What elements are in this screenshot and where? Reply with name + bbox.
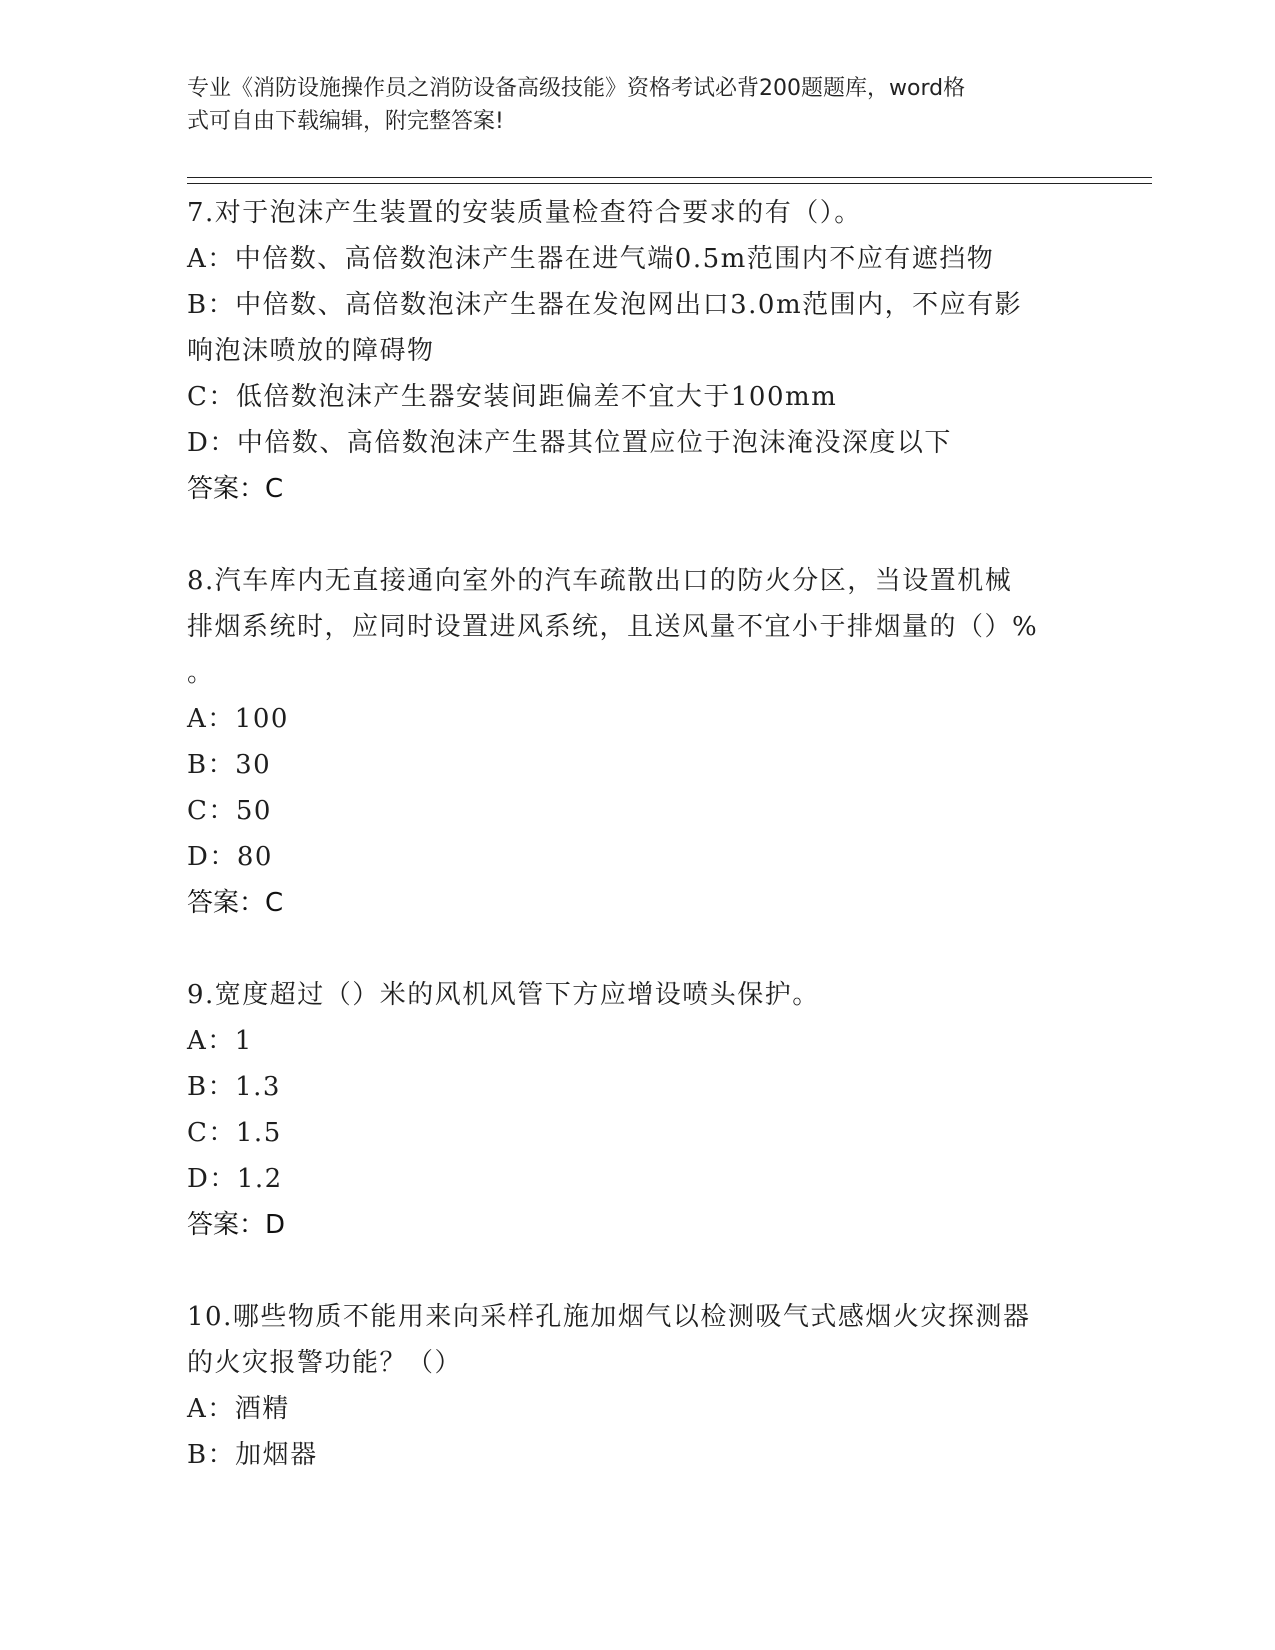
option-line: A：1 <box>187 1026 253 1056</box>
header-divider-top <box>187 177 1152 178</box>
question-block <box>187 558 1087 926</box>
option-line: D：中倍数、高倍数泡沫产生器其位置应位于泡沫淹没深度以下 <box>187 428 952 458</box>
option-line: A：酒精 <box>187 1394 290 1424</box>
question-stem-line: 。 <box>187 658 215 688</box>
question-stem-line: 7.对于泡沫产生装置的安装质量检查符合要求的有（）。 <box>187 198 862 228</box>
option-line: D：80 <box>187 842 273 872</box>
question-stem-line: 10.哪些物质不能用来向采样孔施加烟气以检测吸气式感烟火灾探测器 <box>187 1302 1031 1332</box>
option-line: D：1.2 <box>187 1164 283 1194</box>
question-block <box>187 190 1087 512</box>
option-line: A：中倍数、高倍数泡沫产生器在进气端0.5m范围内不应有遮挡物 <box>187 244 995 274</box>
header-divider-bottom <box>187 183 1152 184</box>
option-line: C：低倍数泡沫产生器安装间距偏差不宜大于100mm <box>187 382 838 412</box>
answer-line: 答案：C <box>187 888 284 918</box>
question-list <box>187 190 1087 1478</box>
option-line: B：加烟器 <box>187 1440 318 1470</box>
option-line: 响泡沫喷放的障碍物 <box>187 336 435 366</box>
question-block <box>187 972 1087 1248</box>
question-block <box>187 1294 1087 1478</box>
option-line: B：30 <box>187 750 272 780</box>
question-stem-line: 9.宽度超过（）米的风机风管下方应增设喷头保护。 <box>187 980 820 1010</box>
option-line: B：中倍数、高倍数泡沫产生器在发泡网出口3.0m范围内，不应有影 <box>187 290 1023 320</box>
question-stem-line: 的火灾报警功能？（） <box>187 1348 463 1378</box>
option-line: C：1.5 <box>187 1118 282 1148</box>
option-line: C：50 <box>187 796 272 826</box>
document-header <box>187 72 1087 138</box>
header-line-1: 专业《消防设施操作员之消防设备高级技能》资格考试必背200题题库，word格 <box>187 76 966 101</box>
question-stem-line: 8.汽车库内无直接通向室外的汽车疏散出口的防火分区，当设置机械 <box>187 566 1013 596</box>
header-line-2: 式可自由下载编辑，附完整答案! <box>187 109 504 134</box>
option-line: B：1.3 <box>187 1072 281 1102</box>
answer-line: 答案：D <box>187 1210 286 1240</box>
answer-line: 答案：C <box>187 474 284 504</box>
option-line: A：100 <box>187 704 289 734</box>
question-stem-line: 排烟系统时，应同时设置进风系统，且送风量不宜小于排烟量的（）% <box>187 612 1039 642</box>
